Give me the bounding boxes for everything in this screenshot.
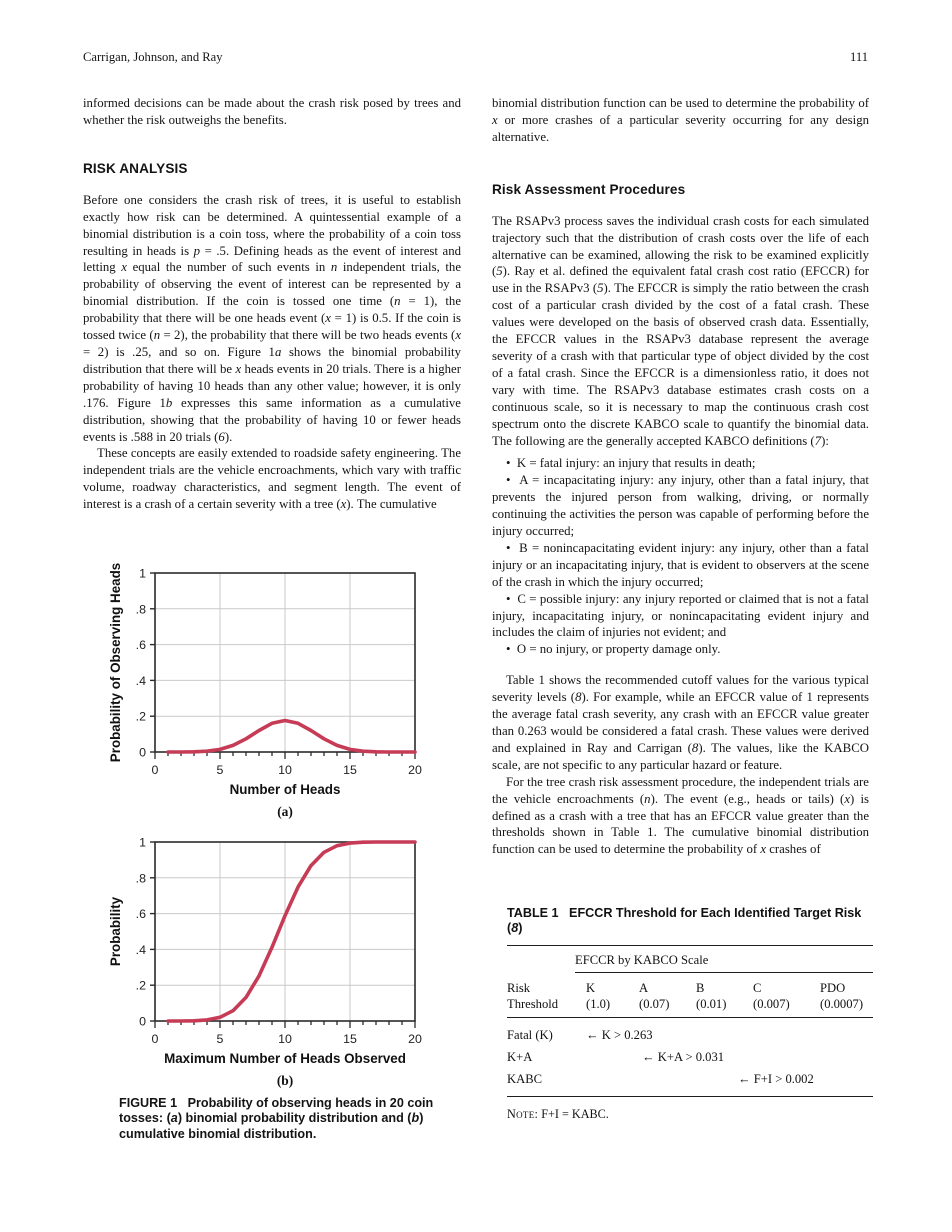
risk-analysis-paragraph-2: These concepts are easily extended to roadside safety engineering. The independent trials are the vehicle encroachments, which vary with traffic volume, roadway characteristics, and segment length. The event of interest is a crash of a certain severity with a tree (x). The cumulative (83, 446, 461, 512)
y-tick-label: .4 (135, 942, 146, 957)
x-tick-label: 5 (216, 763, 224, 778)
column-header-a: A (0.07) (639, 981, 670, 1011)
x-axis-label: Maximum Number of Heads Observed (164, 1051, 406, 1067)
bullet-icon (506, 473, 519, 487)
y-axis-label: Probability of Observing Heads (108, 562, 123, 763)
threshold-criterion: ← F+I > 0.002 (738, 1072, 814, 1087)
figure-1a (108, 559, 461, 823)
y-tick-label: .2 (135, 709, 146, 724)
subfigure-label: (a) (277, 804, 293, 820)
continuation-paragraph: binomial distribution function can be used to determine the probability of x or more crashes of a particular severity occurring for any design alternative. (492, 96, 869, 144)
intro-paragraph: informed decisions can be made about the crash risk posed by trees and whether the risk outweighs the benefits. (83, 96, 461, 127)
table-note: Note: F+I = KABC. (507, 1107, 609, 1122)
y-axis-label: Probability (108, 896, 123, 967)
figure-1b (108, 828, 461, 1092)
bullet-icon (506, 456, 517, 470)
threshold-criterion: ← K+A > 0.031 (642, 1050, 725, 1065)
x-tick-label: 20 (408, 763, 422, 778)
risk-assessment-paragraph-1: The RSAPv3 process saves the individual crash costs for each simulated trajectory such that the distribution of crash costs over the life of each alternative can be examined, allowing the risk to be examined explicitly (5). Ray et al. defined the equivalent fatal crash cost ratio (EFCCR) for use in the RSAPv3 (5). The EFCCR is simply the ratio between the crash cost of a particular crash divided by the cost of a fatal crash. These values were developed on the basis of observed crash data. Essentially, the EFCCR values in the RSAPv3 database represent the average severity of a crash with that particular type of object divided by the cost of a fatal crash. Since the EFCCR is a dimensionless ratio, it does not vary with time. The RSAPv3 database estimates crash costs on a continuous scale, so it is necessary to map the continuous crash cost spectrum onto the discrete KABCO scale to quantify the binomial data. The following are the generally accepted KABCO definitions (7): (492, 213, 870, 448)
bullet-icon (506, 541, 519, 555)
x-tick-label: 15 (343, 1032, 357, 1047)
distribution-curve (168, 842, 415, 1021)
table-row (507, 1046, 873, 1068)
tree-crash-paragraph: For the tree crash risk assessment procedure, the independent trials are the vehicle encroachments (n). The event (e.g., heads or tails) (x) is defined as a crash with a tree that has an EFCCR value greater than the thresholds shown in Table 1. The cumulative binomial distribution function can be used to determine the probability of x crashes of (492, 774, 869, 857)
table1-discussion-paragraph: Table 1 shows the recommended cutoff values for the various typical severity levels (8). For example, while an EFCCR value of 1 represents the average fatal crash severity, any crash with an EFCCR value greater than 0.263 would be considered a fatal crash. These values were derived and explained in Ray and Carrigan (8). The values, like the KABCO scale, are not specific to any particular hazard or feature. (492, 673, 869, 772)
risk-analysis-heading: RISK ANALYSIS (83, 160, 188, 176)
y-tick-label: 0 (139, 1014, 146, 1029)
y-tick-label: 0 (139, 745, 146, 760)
y-tick-label: 1 (139, 835, 146, 850)
table-1 (507, 906, 873, 1122)
list-item: • O = no injury, or property damage only. (492, 641, 869, 658)
x-tick-label: 0 (151, 1032, 159, 1047)
kabco-definitions-list (492, 455, 869, 658)
risk-assessment-heading: Risk Assessment Procedures (492, 181, 686, 197)
list-item: • A = incapacitating injury: any injury, other than a fatal injury, that prevents the injured person from walking, driving, or normally continuing the activities the person was capable of performing before the injury occurred; (492, 472, 869, 540)
bullet-icon (506, 642, 517, 656)
right-column (492, 95, 869, 1122)
figure-1b-chart (108, 828, 460, 1092)
column-header-pdo: PDO (0.0007) (820, 981, 864, 1011)
x-tick-label: 10 (278, 1032, 292, 1047)
page-number: 111 (850, 50, 868, 64)
risk-analysis-paragraph-1: Before one considers the crash risk of trees, it is useful to establish exactly how risk can be determined. A quintessential example of a binomial distribution is a coin toss, where the probability of a coin toss resulting in heads is p = .5. Defining heads as the event of interest and letting x equal the number of such events in n independent trials, the probability of observing the event of interest can be represented by a binomial distribution. If the coin is tossed one time (n = 1), the probability that there will be one heads event (x = 1) is 0.5. If the coin is tossed twice (n = 2), the probability that there will be two heads events (x = 2) is .25, and so on. Figure 1a shows the binomial probability distribution that there will be x heads events in 20 trials. There is a higher probability of having 10 heads than any other value; however, it is only .176. Figure 1b expresses this same information as a cumulative distribution, showing that the probability of having 10 or fewer heads events is .588 in 20 trials (6). (83, 192, 462, 444)
row-label: Fatal (K) (507, 1028, 553, 1043)
figure-caption: FIGURE 1 Probability of observing heads in 20 coin tosses: (a) binomial probability distribution and (b) cumulative binomial distribution. (119, 1096, 434, 1141)
kabco-scale-spanner: EFCCR by KABCO Scale (575, 953, 709, 968)
list-item: • K = fatal injury: an injury that results in death; (492, 455, 869, 472)
left-column (83, 95, 461, 1142)
x-tick-label: 10 (278, 763, 292, 778)
row-label: K+A (507, 1050, 533, 1065)
x-tick-label: 5 (216, 1032, 224, 1047)
distribution-curve (168, 721, 415, 753)
row-label: KABC (507, 1072, 542, 1087)
subfigure-label: (b) (276, 1073, 294, 1089)
y-tick-label: .8 (135, 602, 146, 617)
table-title: TABLE 1 EFCCR Threshold for Each Identified Target Risk (8) (507, 906, 862, 936)
y-tick-label: .6 (135, 638, 146, 653)
column-header-b: B (0.01) (696, 981, 727, 1011)
table-row (507, 1024, 873, 1046)
y-tick-label: .6 (135, 907, 146, 922)
column-header-k: K (1.0) (586, 981, 611, 1011)
running-head-authors: Carrigan, Johnson, and Ray (83, 50, 223, 64)
x-tick-label: 15 (343, 763, 357, 778)
x-tick-label: 20 (408, 1032, 422, 1047)
x-tick-label: 0 (151, 763, 159, 778)
bullet-icon (506, 592, 517, 606)
stub-header: Risk Threshold (507, 981, 559, 1011)
y-tick-label: .4 (135, 673, 146, 688)
figure-1a-chart (108, 559, 460, 823)
column-header-c: C (0.007) (753, 981, 790, 1011)
table-row (507, 1068, 873, 1090)
table-rule-bottom (507, 1096, 873, 1097)
y-tick-label: 1 (139, 566, 146, 581)
y-tick-label: .2 (135, 978, 146, 993)
table-header-row (507, 973, 873, 1017)
list-item: • C = possible injury: any injury reported or claimed that is not a fatal injury, incapacitating injury, or nonincapacitating evident injury and includes the claim of injuries not evident; and (492, 591, 869, 642)
x-axis-label: Number of Heads (229, 782, 341, 798)
threshold-criterion: ← K > 0.263 (586, 1028, 653, 1043)
list-item: • B = nonincapacitating evident injury: any injury, other than a fatal injury or an incapacitating injury, that is evident to observers at the scene of the crash in which the injury occurred; (492, 540, 869, 591)
y-tick-label: .8 (135, 871, 146, 886)
page-header (83, 50, 868, 65)
